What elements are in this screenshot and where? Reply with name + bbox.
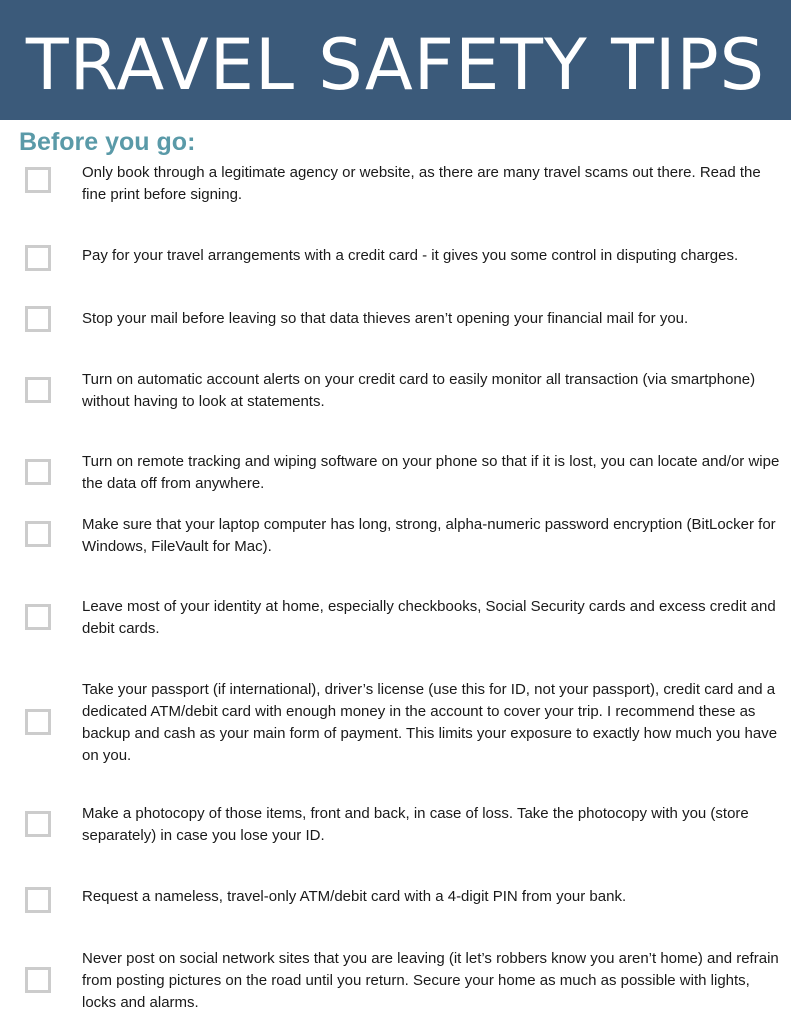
checkbox[interactable] — [25, 811, 51, 837]
checkbox[interactable] — [25, 245, 51, 271]
checkbox[interactable] — [25, 306, 51, 332]
checkbox[interactable] — [25, 887, 51, 913]
checklist-item-text: Pay for your travel arrangements with a credit card - it gives you some control in disputing charges. — [82, 247, 739, 264]
checklist-item-text: Never post on social network sites that you are leaving (it let’s robbers know you aren’t home) and refrain from posting pictures on the road until you return. Secure your home as much as possible with lights, locks and alarms. — [82, 950, 779, 1011]
section-title: Before you go: — [19, 128, 196, 156]
checklist-item-text: Make a photocopy of those items, front and back, in case of loss. Take the photocopy with you (store separately) in case you lose your ID. — [82, 805, 749, 844]
checklist-item-text: Turn on remote tracking and wiping software on your phone so that if it is lost, you can locate and/or wipe the data off from anywhere. — [82, 453, 780, 492]
checklist-item-text: Request a nameless, travel-only ATM/debit card with a 4-digit PIN from your bank. — [82, 888, 627, 905]
checklist-item-text: Take your passport (if international), driver’s license (use this for ID, not your passport), credit card and a dedicated ATM/debit card with enough money in the account to cover your trip. I recommend these as backup and cash as your main form of payment. This limits your exposure to exactly how much you have on you. — [82, 681, 778, 764]
page-title: TRAVEL SAFETY TIPS — [25, 24, 766, 106]
checklist-item-text: Make sure that your laptop computer has long, strong, alpha-numeric password encryption (BitLocker for Windows, FileVault for Mac). — [82, 516, 776, 555]
checkbox[interactable] — [25, 521, 51, 547]
checklist-item-text: Turn on automatic account alerts on your credit card to easily monitor all transaction (via smartphone) without having to look at statements. — [82, 371, 756, 410]
checkbox[interactable] — [25, 604, 51, 630]
checkbox[interactable] — [25, 167, 51, 193]
checkbox[interactable] — [25, 709, 51, 735]
checklist-item-text: Only book through a legitimate agency or website, as there are many travel scams out there. Read the fine print before signing. — [82, 164, 761, 203]
checklist-item-text: Stop your mail before leaving so that data thieves aren’t opening your financial mail for you. — [82, 310, 689, 327]
checkbox[interactable] — [25, 459, 51, 485]
checkbox[interactable] — [25, 377, 51, 403]
checkbox[interactable] — [25, 967, 51, 993]
title-banner — [0, 0, 791, 120]
checklist-item-text: Leave most of your identity at home, especially checkbooks, Social Security cards and excess credit and debit cards. — [82, 598, 776, 637]
